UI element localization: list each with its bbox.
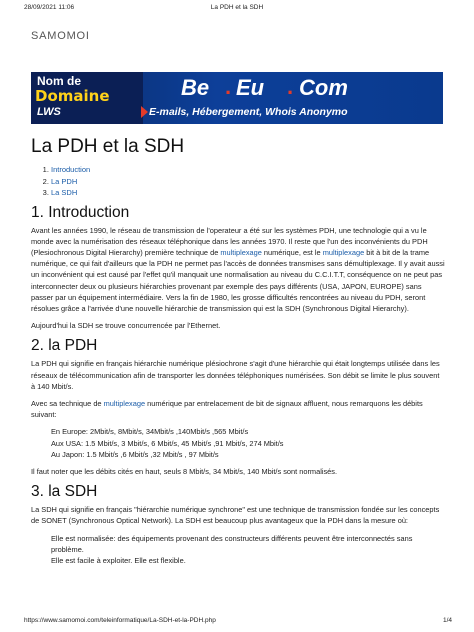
banner-domaine: Domaine (35, 87, 110, 105)
print-url: https://www.samomoi.com/teleinformatique/La-SDH-et-la-PDH.php (24, 617, 216, 624)
sdh-advantages (31, 533, 445, 567)
sdh-paragraph: La SDH qui signifie en français "hiérarchie numérique synchrone" est une technique de transmission fondée sur les concepts de SONET (Synchronous Optical Network). La SDH est beaucoup plus avantageux que la PDH dans la mesure où: (31, 505, 440, 526)
rate-japan: Au Japon: 1.5 Mbit/s ,6 Mbit/s ,32 Mbit/s , 97 Mbit/s (51, 449, 219, 459)
banner-dot-icon: . (287, 74, 294, 99)
print-page-number: 1/4 (442, 617, 452, 624)
toc-item (51, 176, 445, 188)
toc-item (51, 187, 445, 199)
section-heading-pdh: 2. la PDH (31, 337, 98, 355)
print-datetime: 28/09/2021 11:06 (24, 4, 75, 11)
pdh-text-b: numérique par entrelacement de bit de signaux affluent, nous remarquons les débits suivant: (31, 398, 423, 420)
sdh-advantage-2: Elle est facile à exploiter. Elle est flexible. (51, 555, 186, 565)
toc-link-introduction[interactable]: Introduction (51, 165, 91, 174)
multiplexage-link[interactable]: multiplexage (322, 247, 365, 257)
table-of-contents (31, 164, 445, 199)
banner-arrow-icon (141, 106, 148, 118)
intro-paragraph-2: Aujourd'hui la SDH se trouve concurrencée par l'Ethernet. (31, 321, 221, 331)
banner-tagline: E-mails, Hébergement, Whois Anonymo (149, 106, 348, 118)
print-doc-title: La PDH et la SDH (210, 4, 264, 11)
rate-europe: En Europe: 2Mbit/s, 8Mbit/s, 34Mbit/s ,140Mbit/s ,565 Mbit/s (51, 427, 249, 437)
intro-text-b: numérique, est le (261, 247, 323, 257)
toc-link-sdh[interactable]: La SDH (51, 188, 78, 197)
intro-text-a: Avant les années 1990, le réseau de transmission de l'operateur a été sur les systèmes PDH, une technologie qui a vu le monde avec la numérisation des réseaux téléphonique dans les années 1970. Il reste que l'un des inconvénients du PDH (Plesiochronous Digital Hierarchy) première technique de (31, 225, 428, 257)
banner-dot-icon: . (225, 74, 232, 99)
ad-banner[interactable] (31, 72, 443, 124)
site-name[interactable]: SAMOMOI (31, 30, 90, 42)
multiplexage-link[interactable]: multiplexage (220, 247, 262, 257)
toc-item (51, 164, 445, 176)
rate-usa: Aux USA: 1.5 Mbit/s, 3 Mbit/s, 6 Mbit/s, 45 Mbit/s ,91 Mbit/s, 274 Mbit/s (51, 438, 284, 448)
banner-be: Be (181, 75, 210, 100)
banner-lws-logo: LWS (37, 106, 61, 118)
section-heading-introduction: 1. Introduction (31, 203, 130, 221)
pdh-paragraph: La PDH qui signifie en français hiérarchie numérique plésiochrone s'agit d'une hiérarchie qui était longtemps utilisée dans les réseaux de télécommunication afin de transporter les données téléphoniques numérisées. Son débit se limite le plus souvent à 140 Mbit/s. (31, 359, 440, 391)
multiplexage-link[interactable]: multiplexage (103, 398, 146, 408)
toc-link-pdh[interactable]: La PDH (51, 176, 78, 186)
pdh-paragraph-2 (31, 398, 445, 420)
print-header (0, 4, 474, 16)
banner-eu: Eu (236, 75, 265, 100)
pdh-rates-list (31, 426, 445, 460)
sdh-advantage-1: Elle est normalisée: des équipements provenant des constructeurs différents peuvent être interconnectés sans problème. (51, 533, 413, 554)
banner-com: Com (299, 75, 348, 100)
page-title: La PDH et la SDH (31, 136, 185, 157)
section-heading-sdh: 3. la SDH (31, 483, 98, 501)
intro-text-c: bit à bit de la trame numérique, ce qui fait d'ailleurs que la PDH ne permet pas l'accès de données transmises sans démultiplexage. Il y avait aussi un inconvénient qui est causé par l'effet qu'il manquait une normalisation au niveau du C.C.I.T.T, conséquence on ne peut pas interconnecter deux ou plusieurs hiérarchies provenant par exemple des pays différents (USA, JAPON, EUROPE) sans passer par un équipement intermédiaire. Vers la fin de 1980, les grosse difficultés rencontrées au niveau du PDH, seront résolues grâce a l'arrivée d'une nouvelle hiérarchie de transmission qui est la SDH (Synchronous Digital Hierarchy). (31, 247, 445, 313)
banner-nom-de: Nom de (37, 74, 82, 88)
pdh-text-a: Avec sa technique de (31, 398, 104, 408)
article-content (31, 128, 445, 566)
banner-left-block (31, 72, 143, 124)
intro-paragraph (31, 225, 445, 315)
pdh-paragraph-3: Il faut noter que les débits cités en haut, seuls 8 Mbit/s, 34 Mbit/s, 140 Mbit/s sont normalisés. (31, 466, 338, 476)
